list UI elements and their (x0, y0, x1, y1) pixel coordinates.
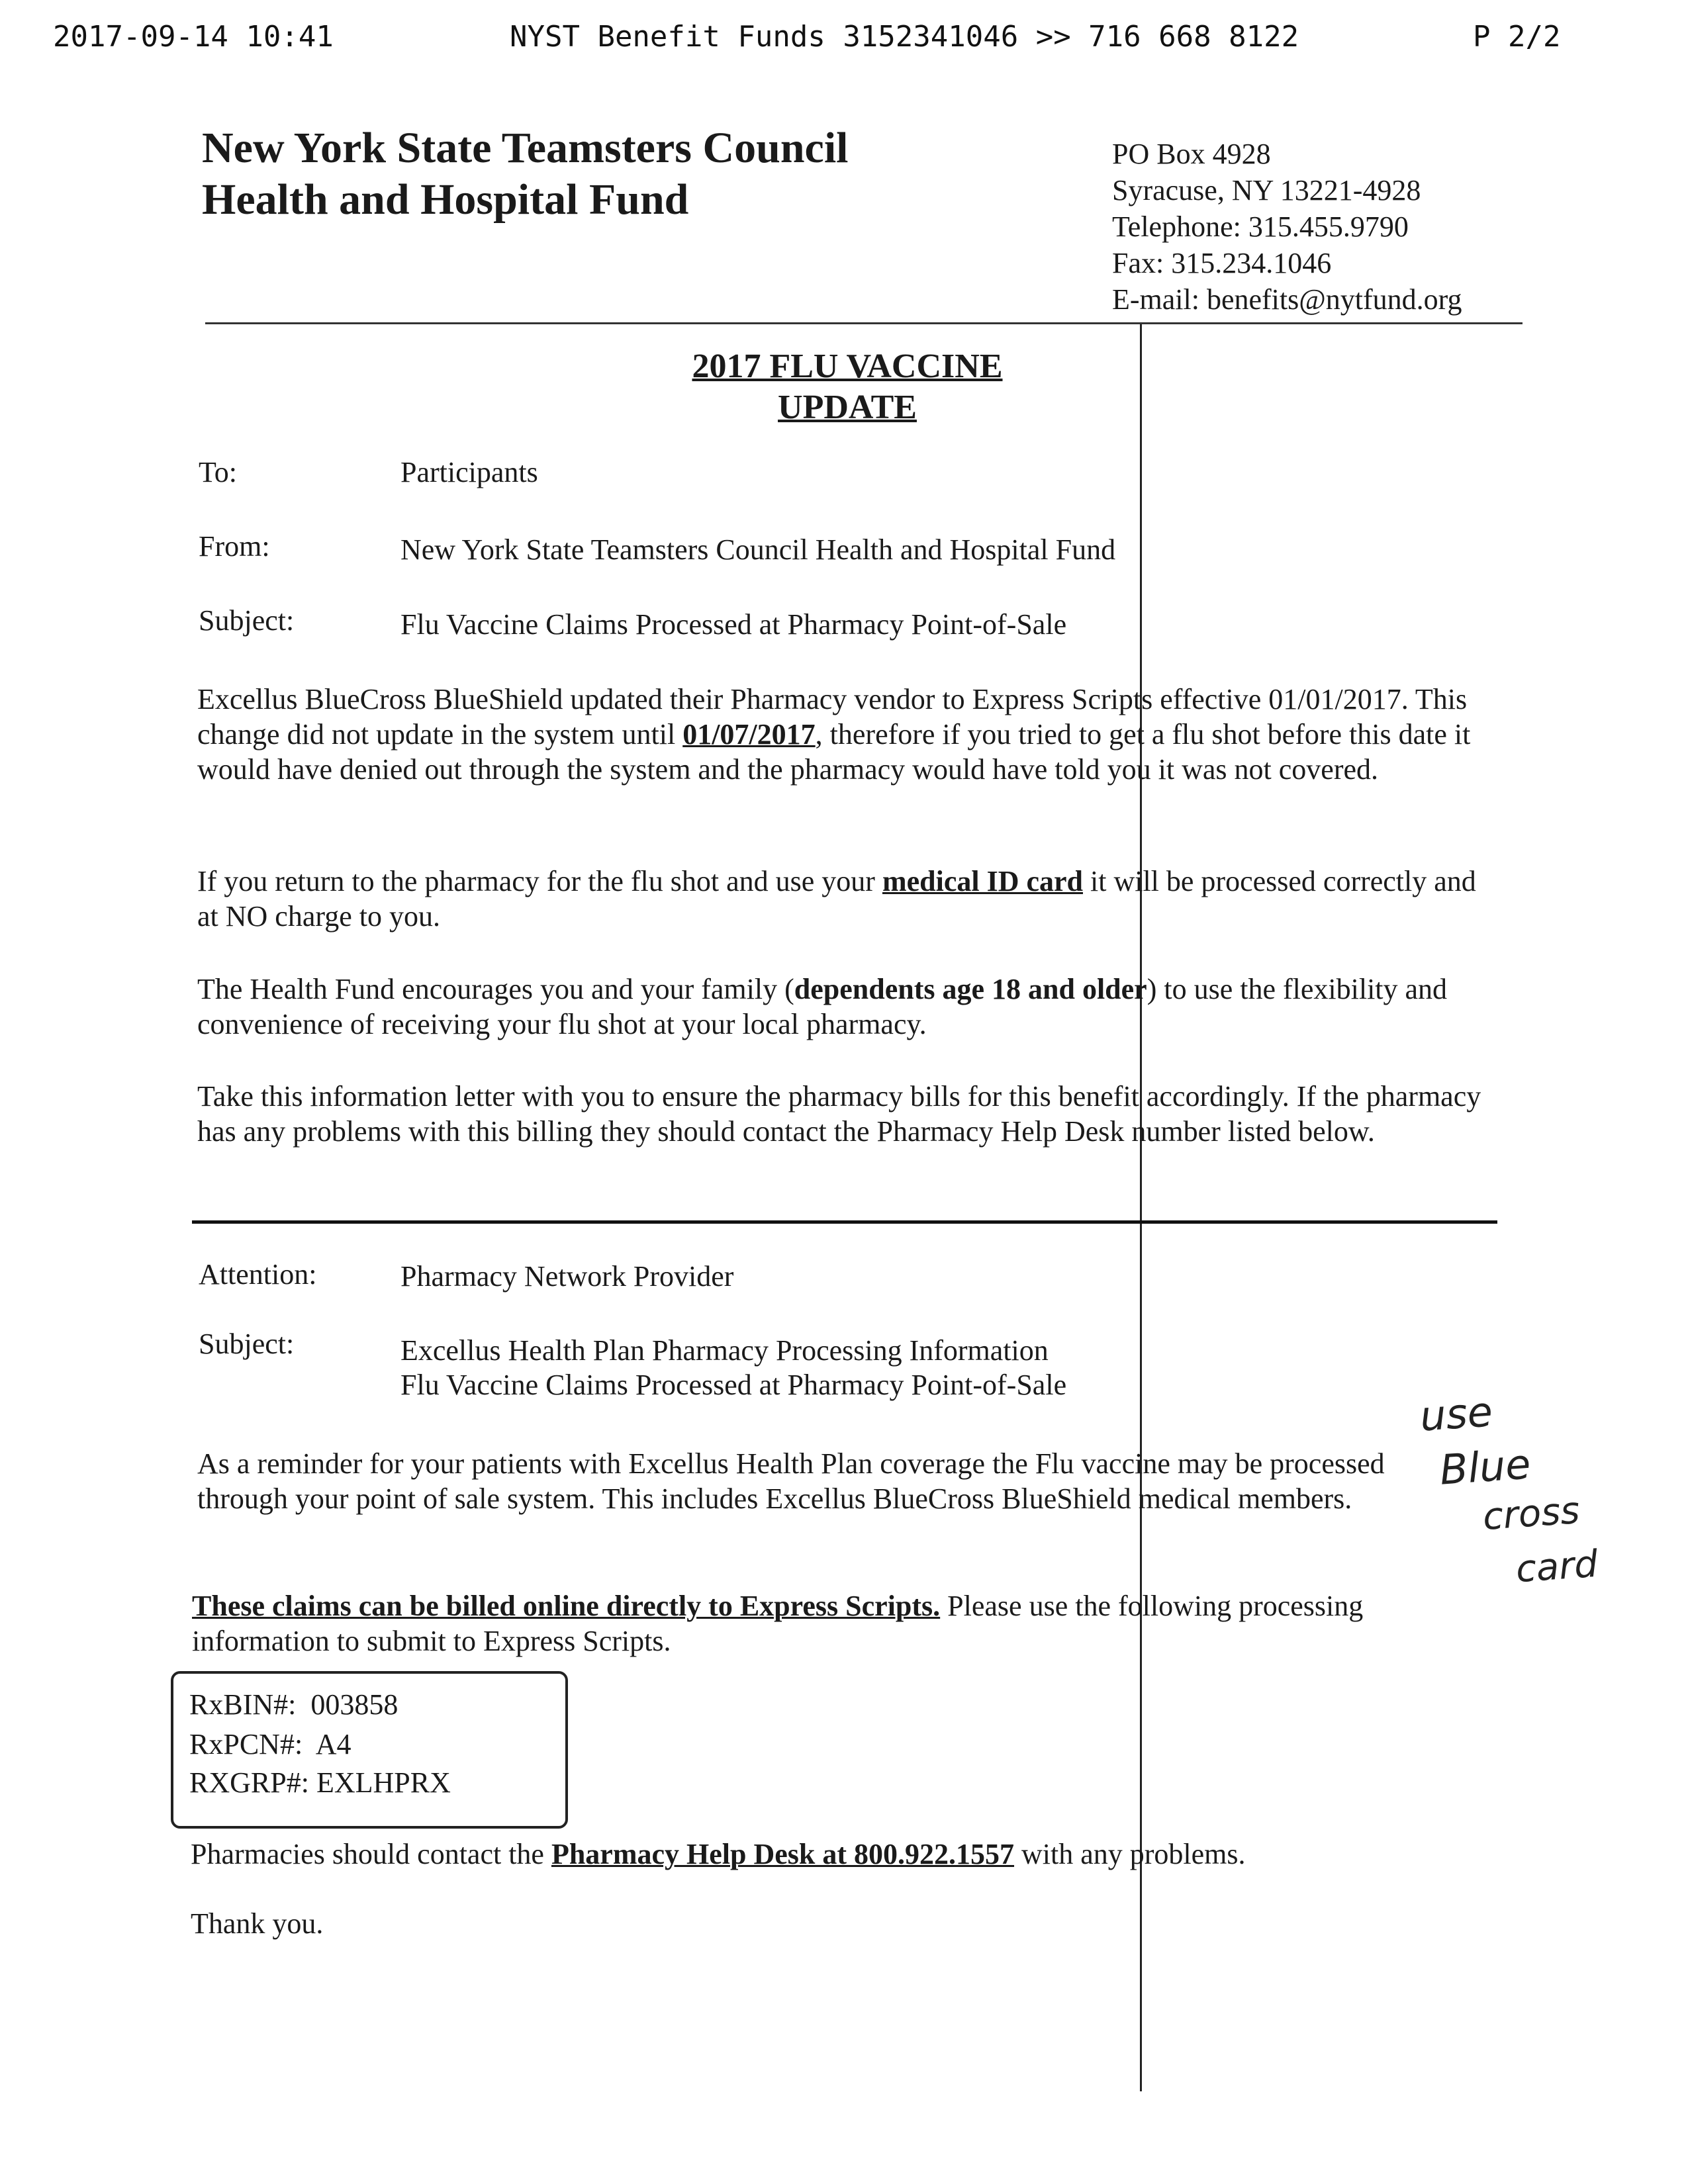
paragraph-take-letter: Take this information letter with you to ensure the pharmacy bills for this benefit accordingly. If the pharmacy has any problems with this billing they should contact the Pharmacy Help Desk number listed below. (197, 1080, 1481, 1148)
fax-page-number: P 2/2 (1473, 20, 1561, 54)
paragraph-encouragement (197, 972, 1495, 1042)
title-line2: UPDATE (778, 388, 917, 426)
attention-label: Attention: (199, 1258, 317, 1291)
org-name-line2: Health and Hospital Fund (202, 175, 689, 224)
medical-id-card-text: medical ID card (882, 865, 1083, 897)
rx-grp: RXGRP#: EXLHPRX (189, 1766, 451, 1799)
rx-pcn: RxPCN#: A4 (189, 1728, 352, 1760)
paragraph-text: If you return to the pharmacy for the flu shot and use your (197, 865, 882, 897)
paragraph-text: Pharmacies should contact the (191, 1838, 551, 1870)
subject2-line2: Flu Vaccine Claims Processed at Pharmacy Point-of-Sale (400, 1369, 1067, 1401)
closing: Thank you. (191, 1907, 324, 1940)
fax-number: Fax: 315.234.1046 (1112, 247, 1332, 279)
paragraph-text: , therefore if you tried to get a flu shot before this date it would have denied out through the system and the pharmacy would have told you it was not covered. (197, 718, 1471, 786)
paragraph-text: with any problems. (1014, 1838, 1246, 1870)
scan-artifact-line (1140, 324, 1142, 2091)
to-label: To: (199, 456, 238, 488)
title-line1: 2017 FLU VACCINE (692, 347, 1003, 385)
paragraph-text: it will be processed correctly and at NO charge to you. (197, 865, 1476, 933)
fax-route: NYST Benefit Funds 3152341046 >> 716 668 8122 (510, 20, 1299, 54)
to-value: Participants (400, 456, 538, 488)
organization-name (202, 122, 849, 226)
paragraph-text: The Health Fund encourages you and your family ( (197, 973, 794, 1005)
handwritten-note-line4: card (1514, 1542, 1599, 1592)
contact-block (1112, 136, 1462, 318)
address-line2: Syracuse, NY 13221-4928 (1112, 174, 1421, 206)
address-line1: PO Box 4928 (1112, 138, 1271, 170)
letterhead-divider (205, 322, 1523, 324)
paragraph-help-desk (191, 1837, 1488, 1872)
help-desk-number: Pharmacy Help Desk at 800.922.1557 (551, 1838, 1015, 1870)
subject-label: Subject: (199, 604, 295, 637)
section-divider (192, 1220, 1497, 1224)
subject2-value (400, 1334, 1066, 1402)
telephone: Telephone: 315.455.9790 (1112, 210, 1409, 243)
rx-bin: RxBIN#: 003858 (189, 1688, 399, 1721)
attention-value: Pharmacy Network Provider (400, 1260, 734, 1293)
from-label: From: (199, 530, 270, 563)
subject2-label: Subject: (199, 1328, 295, 1360)
paragraph-reminder: As a reminder for your patients with Excellus Health Plan coverage the Flu vaccine may be processed through your point of sale system. This includes Excellus BlueCross BlueShield medical members. (197, 1447, 1385, 1515)
fax-header (0, 0, 1688, 79)
dependents-text: dependents age 18 and older (794, 973, 1147, 1005)
paragraph-vendor-change (197, 682, 1495, 787)
handwritten-note-line2: Blue (1438, 1439, 1532, 1494)
org-name-line1: New York State Teamsters Council (202, 124, 849, 172)
paragraph-text: Please use the following processing information to submit to Express Scripts. (192, 1590, 1364, 1657)
from-value: New York State Teamsters Council Health and Hospital Fund (400, 533, 1116, 566)
subject2-line1: Excellus Health Plan Pharmacy Processing Information (400, 1334, 1049, 1367)
paragraph-billing (192, 1588, 1430, 1659)
effective-date: 01/07/2017 (682, 718, 816, 751)
paragraph-text: Excellus BlueCross BlueShield updated their Pharmacy vendor to Express Scripts effective 01/01/2017. This change did not update in the system until (197, 683, 1468, 751)
handwritten-note-line3: cross (1481, 1488, 1581, 1539)
paragraph-id-card (197, 864, 1495, 934)
email: E-mail: benefits@nytfund.org (1112, 283, 1462, 316)
handwritten-note-line1: use (1418, 1387, 1495, 1441)
document-title (662, 346, 1033, 428)
billing-bold-text: These claims can be billed online directly to Express Scripts. (192, 1590, 941, 1622)
paragraph-text: ) to use the flexibility and convenience of receiving your flu shot at your local pharmacy. (197, 973, 1448, 1040)
subject-value: Flu Vaccine Claims Processed at Pharmacy Point-of-Sale (400, 608, 1067, 641)
fax-timestamp: 2017-09-14 10:41 (53, 20, 334, 54)
